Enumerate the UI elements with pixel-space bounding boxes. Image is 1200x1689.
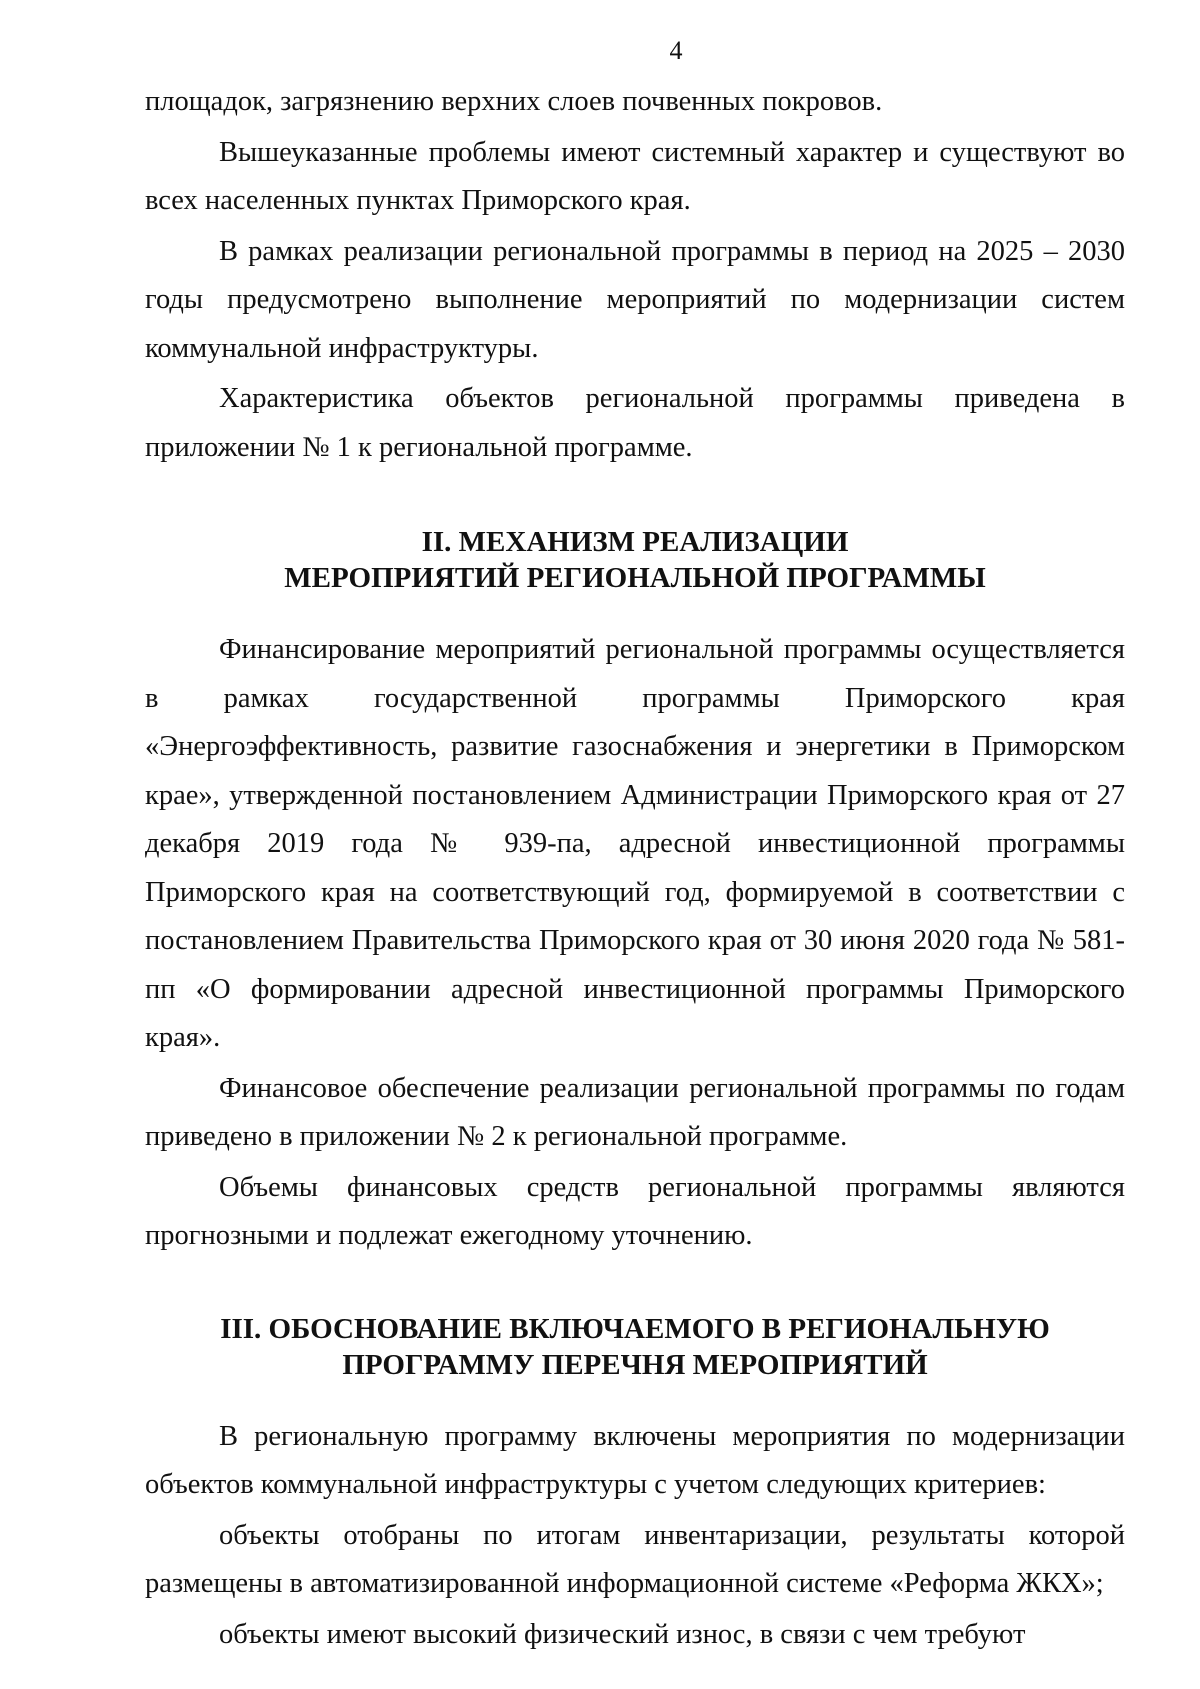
paragraph: объекты отобраны по итогам инвентаризации, результаты которой размещены в автоматизированной информационной системе «Реформа ЖКХ»; [145, 1519, 1125, 1599]
paragraph: Объемы финансовых средств региональной программы являются прогнозными и подлежат ежегодному уточнению. [145, 1171, 1125, 1251]
paragraph: Вышеуказанные проблемы имеют системный характер и существуют во всех населенных пунктах Приморского края. [145, 136, 1125, 216]
section-2 [145, 524, 1125, 1261]
paragraph: Характеристика объектов региональной программы приведена в приложении № 1 к региональной программе. [145, 383, 1125, 463]
paragraph: объекты имеют высокий физический износ, в связи с чем требуют [219, 1618, 1026, 1650]
section-3 [145, 1311, 1125, 1660]
section-heading [145, 1311, 1125, 1383]
section-heading-line: МЕРОПРИЯТИЙ РЕГИОНАЛЬНОЙ ПРОГРАММЫ [284, 562, 986, 594]
document-body [145, 78, 1125, 1661]
page-number: 4 [669, 36, 683, 65]
paragraph: Финансовое обеспечение реализации региональной программы по годам приведено в приложении № 2 к региональной программе. [145, 1072, 1125, 1152]
paragraph: В региональную программу включены мероприятия по модернизации объектов коммунальной инфраструктуры с учетом следующих критериев: [145, 1420, 1125, 1500]
section-heading-line: ПРОГРАММУ ПЕРЕЧНЯ МЕРОПРИЯТИЙ [342, 1348, 928, 1381]
section-heading [145, 524, 1125, 596]
paragraph: Финансирование мероприятий региональной программы осуществляется в рамках государственной программы Приморского края «Энергоэффективность, развитие газоснабжения и энергетики в Приморском крае», утвержденной постановлением Администрации Приморского края от 27 декабря 2019 года № 939-па, адресной инвестиционной программы Приморского края на соответствующий год, формируемой в соответствии с постановлением Правительства Приморского края от 30 июня 2020 года № 581-пп «О формировании адресной инвестиционной программы Приморского края». [145, 634, 1125, 1053]
section-heading-line: III. ОБОСНОВАНИЕ ВКЛЮЧАЕМОГО В РЕГИОНАЛЬНУЮ [220, 1312, 1050, 1345]
paragraph: В рамках реализации региональной программы в период на 2025 – 2030 годы предусмотрено выполнение мероприятий по модернизации систем коммунальной инфраструктуры. [145, 235, 1125, 364]
section-1-continuation [145, 78, 1125, 472]
section-heading-line: II. МЕХАНИЗМ РЕАЛИЗАЦИИ [421, 526, 849, 558]
paragraph: площадок, загрязнению верхних слоев почвенных покровов. [145, 86, 883, 117]
